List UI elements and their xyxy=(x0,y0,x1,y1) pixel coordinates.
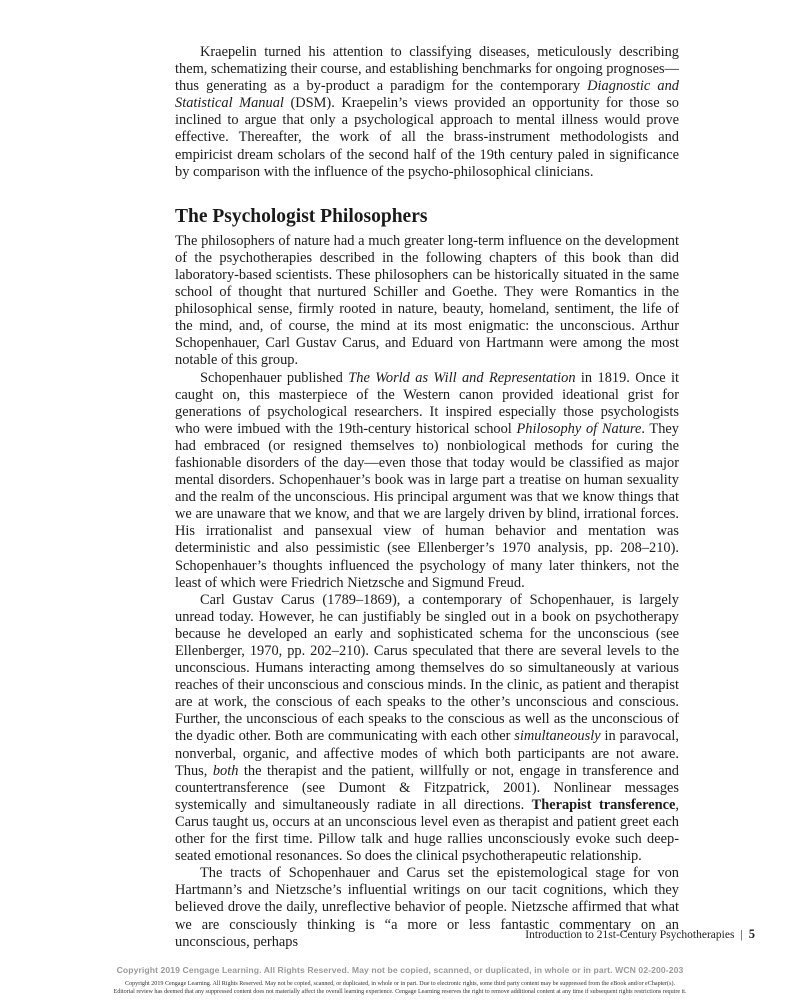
paragraph-text: Kraepelin turned his attention to classifying diseases, meticulously describing them, schematizing their course, and establishing benchmarks for ongoing prognoses—thus generating as a by-product a paradigm for the contemporary xyxy=(175,44,679,95)
paragraph-text: , Carus taught us, occurs at an unconscious level even as therapist and patient greet each other for the first time. Pillow talk and huge rallies unconsciously evoke such deep-seated emotional resonances. So does the clinical psychotherapeutic relationship. xyxy=(175,796,679,865)
italic-philosophy-of-nature: Philosophy of Nature xyxy=(516,420,642,437)
paragraph-text: in paravocal, nonverbal, organic, and affective modes of which both participants are not aware. Thus, xyxy=(175,728,679,779)
paragraph-text: the therapist and the patient, willfully or not, engage in transference and countertransference (see Dumont & Fitzpatrick, 2001). Nonlinear messages systemically and simultaneously radiate in all directions. xyxy=(175,762,679,813)
key-term-therapist-transference: Therapist transference xyxy=(531,796,676,813)
running-footer xyxy=(525,927,755,942)
footer-separator: | xyxy=(740,929,743,941)
legal-notice-line-2: Editorial review has deemed that any suppressed content does not materially affect the overall learning experience. Cengage Learning reserves the right to remove additional content at any time if subsequent rights restrictions require it. xyxy=(113,989,687,995)
running-title: Introduction to 21st-Century Psychotherapies xyxy=(525,929,735,941)
paragraph-text: (DSM). Kraepelin’s views provided an opportunity for those so inclined to argue that only a psychological approach to mental illness would prove effective. Thereafter, the work of all the brass-instrument methodologists and empiricist dream scholars of the second half of the 19th century paled in significance by comparison with the influence of the psycho-philosophical clinicians. xyxy=(175,95,679,180)
legal-notice-line-1: Copyright 2019 Cengage Learning. All Rights Reserved. May not be copied, scanned, or duplicated, in whole or in part. Due to electronic rights, some third party content may be suppressed from the eBook and/or eChapter(s). xyxy=(125,981,675,987)
section-heading: The Psychologist Philosophers xyxy=(175,205,428,227)
italic-title-world-as-will: The World as Will and Representation xyxy=(348,369,576,386)
body-text-column xyxy=(175,44,679,951)
copyright-watermark: Copyright 2019 Cengage Learning. All Rights Reserved. May not be copied, scanned, or duplicated, in whole or in part. WCN 02-200-203 xyxy=(116,965,684,975)
paragraph-kraepelin xyxy=(175,44,679,181)
paragraph-text: Schopenhauer published xyxy=(200,369,349,386)
paragraph-text: . They had embraced (or resigned themselves to) nonbiological methods for curing the fashionable disorders of the day—even those that today would be classified as major mental disorders. Schopenhauer’s book was in large part a treatise on human sexuality and the realm of the unconscious. His principal argument was that we know things that we are unaware that we know, and that we are largely driven by blind, irrational forces. His irrationalist and pansexual view of human behavior and mentation was deterministic and also pessimistic (see Ellenberger’s 1970 analysis, pp. 208–210). Schopenhauer’s thoughts influenced the psychology of many later thinkers, not the least of which were Friedrich Nietzsche and Sigmund Freud. xyxy=(175,420,679,591)
italic-simultaneously: simultaneously xyxy=(514,728,601,745)
paragraph-schopenhauer xyxy=(175,370,679,592)
paragraph-text: Carl Gustav Carus (1789–1869), a contemporary of Schopenhauer, is largely unread today. However, he can justifiably be singled out in a book on psychotherapy because he developed an early and sophisticated schema for the unconscious (see Ellenberger, 1970, pp. 202–210). Carus speculated that there are several levels to the unconscious. Humans interacting among themselves do so simultaneously at various reaches of their unconscious and conscious minds. In the clinic, as patient and therapist are at work, the conscious of each speaks to the other’s unconscious and conscious. Further, the unconscious of each speaks to the conscious as well as the unconscious of the dyadic other. Both are communicating with each other xyxy=(175,591,679,745)
italic-both: both xyxy=(212,762,239,779)
page-number: 5 xyxy=(748,927,755,941)
paragraph-tracts: The tracts of Schopenhauer and Carus set the epistemological stage for von Hartmann’s and Nietzsche’s influential writings on our tacit cognitions, which they believed drove the daily, unreflective behavior of people. Nietzsche affirmed that what we are consciously thinking is “a more or less fantastic commentary on an unconscious, perhaps xyxy=(175,865,679,950)
paragraph-text: in 1819. Once it caught on, this masterpiece of the Western canon provided ideational grist for generations of psychological researchers. It inspired especially those psychologists who were imbued with the 19th-century historical school xyxy=(175,369,679,437)
italic-title-dsm: Diagnostic and Statistical Manual xyxy=(175,78,679,112)
paragraph-philosophers-of-nature: The philosophers of nature had a much greater long-term influence on the development of the psychotherapies described in the following chapters of this book than did laboratory-based scientists. These philosophers can be historically situated in the same school of thought that nurtured Schiller and Goethe. They were Romantics in the philosophical sense, firmly rooted in nature, beauty, homeland, sentiment, the life of the mind, and, of course, the mind at its most enigmatic: the unconscious. Arthur Schopenhauer, Carl Gustav Carus, and Eduard von Hartmann were among the most notable of this group. xyxy=(175,232,679,369)
paragraph-carus xyxy=(175,592,679,866)
